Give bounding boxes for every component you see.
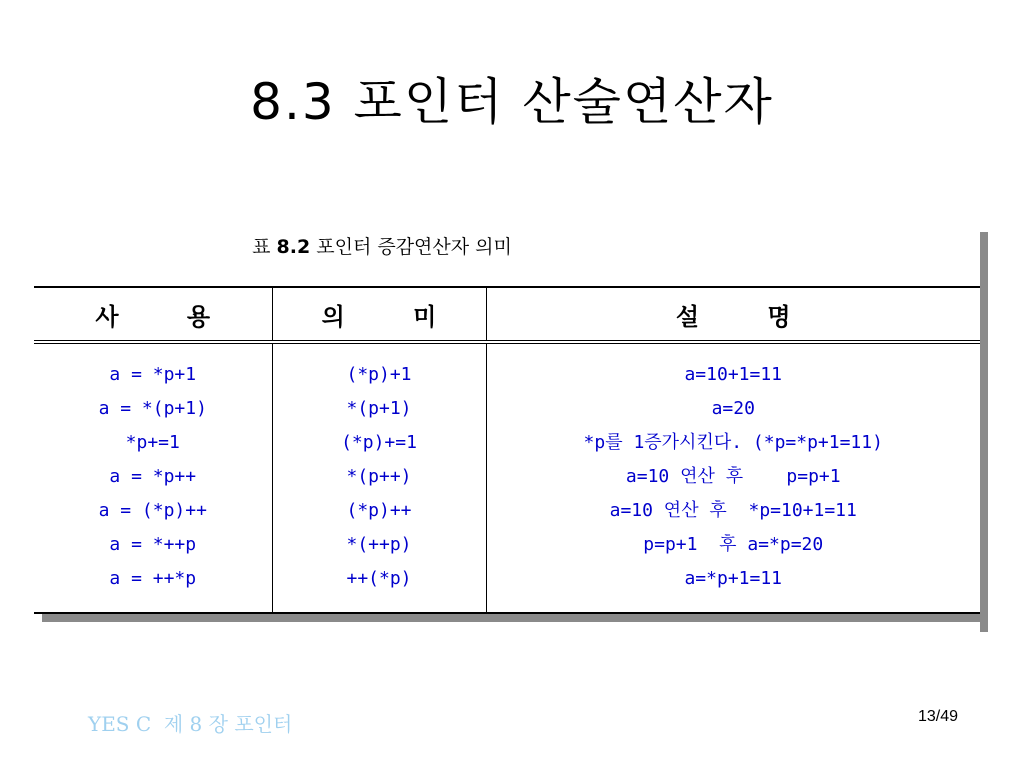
table-body-row: [34, 342, 980, 613]
figure-shadow-bottom: [42, 614, 988, 622]
description-cell: p=p+1 후 a=*p=20: [643, 534, 824, 555]
meaning-cell: ++(*p): [346, 568, 412, 589]
usage-cell: a = *p+1: [109, 364, 197, 385]
usage-column: [34, 342, 272, 613]
description-cell: a=20: [711, 398, 755, 419]
caption-number: 8.2: [276, 236, 311, 258]
figure-body: [34, 222, 980, 614]
usage-cell: *p+=1: [125, 432, 180, 453]
pointer-operator-table: [34, 286, 980, 614]
meaning-cell: *(++p): [346, 534, 412, 555]
description-cell: a=*p+1=11: [684, 568, 783, 589]
description-cell: *p를 1증가시킨다. (*p=*p+1=11): [583, 432, 883, 453]
table-caption: [34, 232, 730, 259]
header-usage: 사 용: [34, 287, 272, 342]
slide-title: 8.3 포인터 산술연산자: [250, 73, 774, 131]
usage-cell: a = *p++: [109, 466, 197, 487]
header-meaning: 의 미: [272, 287, 486, 342]
header-description: 설 명: [486, 287, 980, 342]
footer-chapter-label: YES C 제 8 장 포인터: [88, 712, 293, 736]
table-header-row: [34, 287, 980, 342]
meaning-cell: (*p)++: [346, 500, 412, 521]
table-figure: [34, 222, 988, 632]
description-cell: a=10+1=11: [684, 364, 783, 385]
description-cell: a=10 연산 후 p=p+1: [625, 466, 841, 487]
meaning-cell: (*p)+=1: [341, 432, 417, 453]
meaning-cell: *(p++): [346, 466, 412, 487]
usage-cell: a = ++*p: [109, 568, 197, 589]
caption-text: 포인터 증감연산자 의미: [316, 236, 512, 258]
usage-cell: a = (*p)++: [98, 500, 207, 521]
figure-shadow: [980, 232, 988, 632]
usage-cell: a = *(p+1): [98, 398, 207, 419]
description-cell: a=10 연산 후 *p=10+1=11: [609, 500, 857, 521]
caption-label: 표: [252, 236, 271, 258]
description-column: [486, 342, 980, 613]
meaning-column: [272, 342, 486, 613]
meaning-cell: *(p+1): [346, 398, 412, 419]
page-number: 13/49: [917, 708, 958, 725]
usage-cell: a = *++p: [109, 534, 197, 555]
meaning-cell: (*p)+1: [346, 364, 412, 385]
